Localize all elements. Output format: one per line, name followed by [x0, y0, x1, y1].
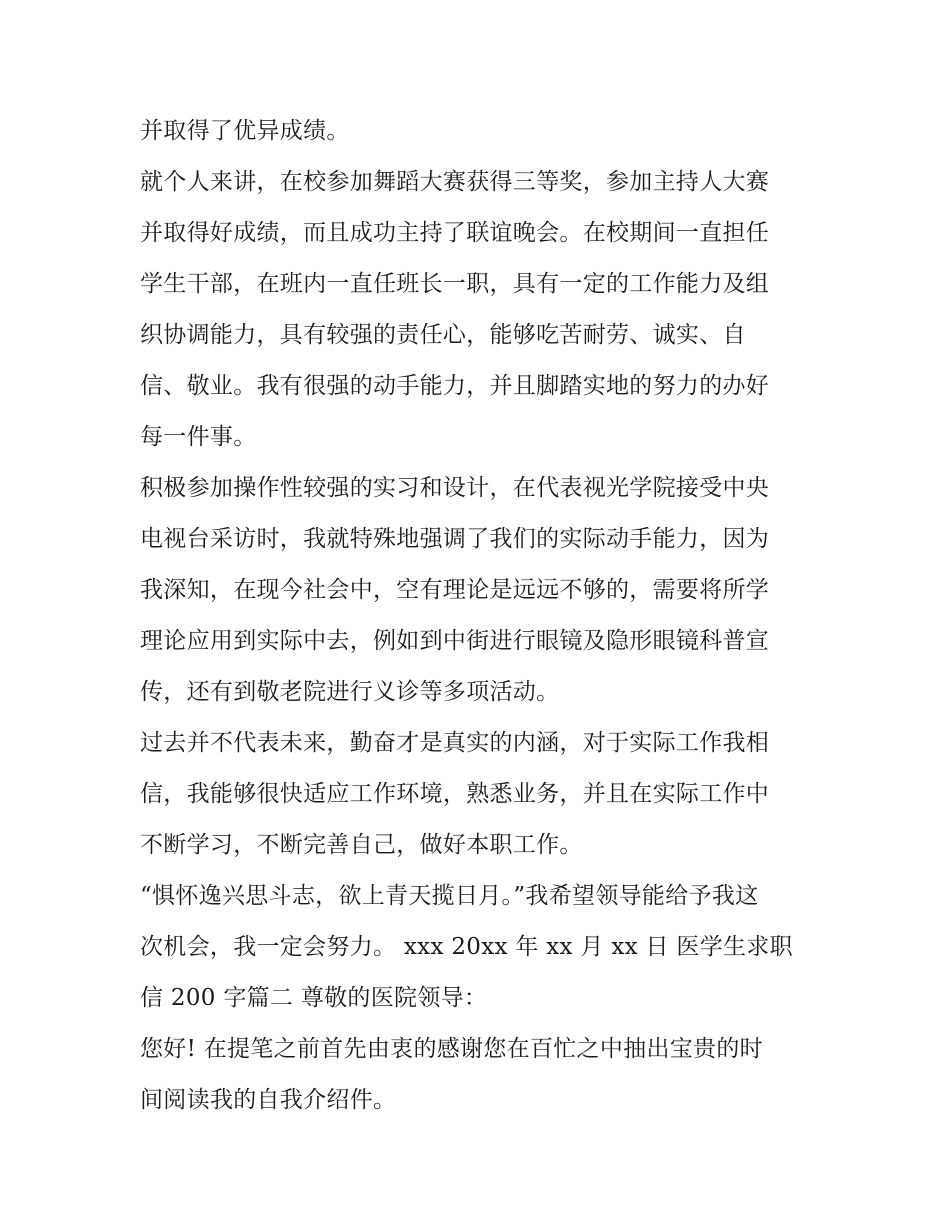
text-line: 我深知，在现今社会中，空有理论是远远不够的，需要将所学 — [140, 577, 770, 603]
text-line: 就个人来讲，在校参加舞蹈大赛获得三等奖，参加主持人大赛 — [140, 169, 770, 195]
text-line: 并取得了优异成绩。 — [140, 118, 350, 144]
text-line: 传，还有到敬老院进行义诊等多项活动。 — [140, 679, 560, 705]
text-line: 并取得好成绩，而且成功主持了联谊晚会。在校期间一直担任 — [140, 220, 770, 246]
text-line: 间阅读我的自我介绍件。 — [140, 1087, 397, 1113]
text-line: 电视台采访时，我就特殊地强调了我们的实际动手能力，因为 — [140, 526, 770, 552]
text-line: 您好! 在提笔之前首先由衷的感谢您在百忙之中抽出宝贵的时 — [140, 1036, 763, 1062]
text-line: 次机会，我一定会努力。 xxx 20xx 年 xx 月 xx 日 医学生求职 — [140, 934, 793, 960]
text-line: 积极参加操作性较强的实习和设计，在代表视光学院接受中央 — [140, 475, 770, 501]
text-line: 理论应用到实际中去，例如到中街进行眼镜及隐形眼镜科普宣 — [140, 628, 770, 654]
text-line: 学生干部，在班内一直任班长一职，具有一定的工作能力及组 — [140, 271, 770, 297]
text-line: 过去并不代表未来，勤奋才是真实的内涵，对于实际工作我相 — [140, 730, 770, 756]
document-body — [140, 106, 820, 1126]
text-line: 每一件事。 — [140, 424, 257, 450]
text-line: “惧怀逸兴思斗志，欲上青天揽日月。”我希望领导能给予我这 — [140, 883, 759, 909]
text-line: 不断学习，不断完善自己，做好本职工作。 — [140, 832, 583, 858]
text-line: 信、敬业。我有很强的动手能力，并且脚踏实地的努力的办好 — [140, 373, 770, 399]
text-line: 信，我能够很快适应工作环境，熟悉业务，并且在实际工作中 — [140, 781, 770, 807]
text-line: 信 200 字篇二 尊敬的医院领导： — [140, 985, 488, 1011]
text-line: 织协调能力，具有较强的责任心，能够吃苦耐劳、诚实、自 — [140, 322, 746, 348]
